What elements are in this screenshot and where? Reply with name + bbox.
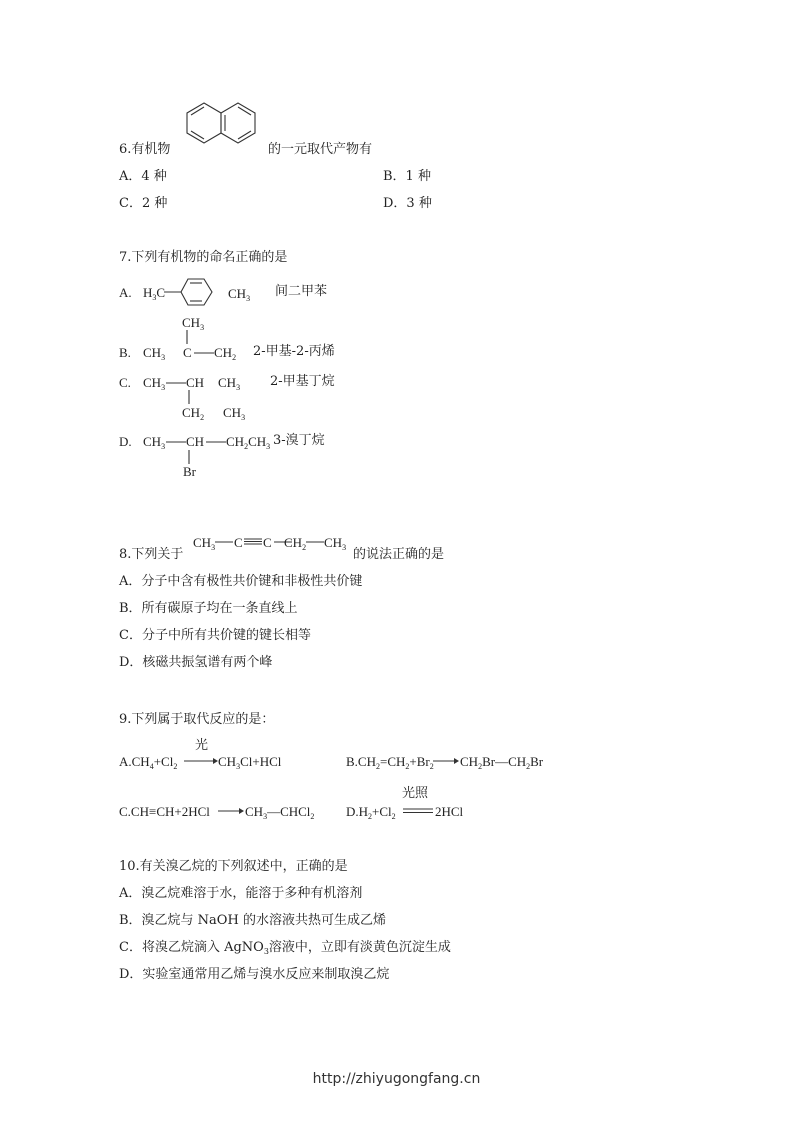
q7-c-ch2: $CH_2$ — [182, 405, 205, 422]
q7-d-ch2ch3: $CH_2CH_3$ — [226, 434, 271, 451]
q9-c-products: $CH_3—CHCl_2$ — [245, 804, 315, 821]
q7-c-ch3-bottom: $CH_3$ — [223, 405, 246, 422]
q8-stem-suffix: 的说法正确的是 — [353, 547, 445, 562]
q7-a-letter: A. — [119, 285, 132, 300]
q7-d-name: 3-溴丁烷 — [273, 433, 325, 448]
q7-c-ch: CH — [186, 375, 205, 390]
footer-url: http://zhiyugongfang.cn — [312, 1071, 481, 1087]
q7-d-bond-2 — [206, 441, 228, 445]
q7-c-bond-horizontal — [166, 382, 188, 386]
q10-stem: 10.有关溴乙烷的下列叙述中，正确的是 — [119, 859, 348, 874]
q6-option-a: A．4 种 — [119, 169, 167, 184]
q9-a-arrow — [184, 757, 218, 765]
q7-stem: 7.下列有机物的命名正确的是 — [119, 250, 288, 265]
q10-option-b: B．溴乙烷与 NaOH 的水溶液共热可生成乙烯 — [119, 913, 386, 928]
q7-c-name: 2-甲基丁烷 — [270, 374, 335, 389]
q8-formula-c1: C — [234, 535, 243, 550]
q7-a-benzene-ring — [164, 275, 224, 311]
q8-formula-ch3: $CH_3$ — [193, 535, 216, 552]
q7-b-c: C — [183, 345, 192, 360]
q8-option-c: C．分子中所有共价键的键长相等 — [119, 628, 311, 643]
q9-b-arrow — [433, 757, 459, 765]
q7-b-letter: B. — [119, 345, 131, 360]
q9-stem: 9.下列属于取代反应的是： — [119, 712, 275, 727]
q9-d-equal-sign — [403, 808, 435, 814]
q7-d-bond-1 — [166, 441, 188, 445]
q9-d-condition: 光照 — [402, 786, 429, 801]
q7-d-ch3: $CH_3$ — [143, 434, 166, 451]
q8-formula-bond-3 — [306, 541, 326, 545]
q7-a-h3c: $H_3C$ — [143, 285, 166, 302]
q10-option-d: D．实验室通常用乙烯与溴水反应来制取溴乙烷 — [119, 967, 390, 982]
q9-c-reactants: C.CH≡CH+2HCl — [119, 804, 210, 819]
q6-option-c: C．2 种 — [119, 196, 168, 211]
q8-option-b: B．所有碳原子均在一条直线上 — [119, 601, 298, 616]
q8-formula-triple-bond — [244, 538, 264, 546]
q8-option-d: D．核磁共振氢谱有两个峰 — [119, 655, 273, 670]
q6-option-b: B．1 种 — [383, 169, 431, 184]
q7-b-ch3-top: $CH_3$ — [182, 315, 205, 332]
q7-a-name: 间二甲苯 — [275, 284, 328, 299]
q8-option-a: A．分子中含有极性共价键和非极性共价键 — [119, 574, 363, 589]
q9-a-products: $CH_3Cl+HCl$ — [218, 754, 282, 771]
q7-a-ch3: $CH_3$ — [228, 286, 251, 303]
q7-d-ch: CH — [186, 434, 205, 449]
q7-c-letter: C. — [119, 375, 131, 390]
q7-c-ch3-right: $CH_3$ — [218, 375, 241, 392]
q9-a-reactants: $A.CH_4+Cl_2$ — [119, 754, 178, 771]
q8-formula-ch2: $CH_2$ — [284, 535, 307, 552]
q7-b-ch2: $CH_2$ — [214, 345, 237, 362]
naphthalene-structure — [183, 98, 263, 158]
q10-option-c: C．将溴乙烷滴入 AgNO$_3$溶液中，立即有淡黄色沉淀生成 — [119, 940, 451, 956]
q9-b-reactants: $B.CH_2=CH_2+Br_2$ — [346, 754, 434, 771]
q7-d-br: Br — [183, 464, 196, 479]
q8-formula-ch3-end: $CH_3$ — [324, 535, 347, 552]
q6-option-d: D．3 种 — [383, 196, 432, 211]
q7-c-ch3: $CH_3$ — [143, 375, 166, 392]
q9-c-arrow — [218, 807, 244, 815]
q6-stem-suffix: 的一元取代产物有 — [268, 142, 373, 157]
q7-d-letter: D. — [119, 434, 132, 449]
q8-stem-prefix: 8.下列关于 — [119, 547, 184, 562]
q10-option-a: A．溴乙烷难溶于水，能溶于多种有机溶剂 — [119, 886, 363, 901]
q8-formula-bond-1 — [215, 541, 235, 545]
q7-c-bond-vertical — [188, 390, 192, 406]
q9-d-product: 2HCl — [435, 804, 464, 819]
q9-a-condition: 光 — [195, 738, 209, 753]
q8-formula-c2: C — [263, 535, 272, 550]
q6-stem-prefix: 6.有机物 — [119, 142, 171, 157]
q7-b-name: 2-甲基-2-丙烯 — [253, 344, 335, 359]
q9-b-products: $CH_2Br—CH_2Br$ — [460, 754, 544, 771]
q9-d-reactants: $D.H_2+Cl_2$ — [346, 804, 396, 821]
q7-b-bond-horizontal — [194, 352, 216, 356]
q7-b-ch3: $CH_3$ — [143, 345, 166, 362]
q7-b-bond-vertical — [186, 330, 190, 346]
